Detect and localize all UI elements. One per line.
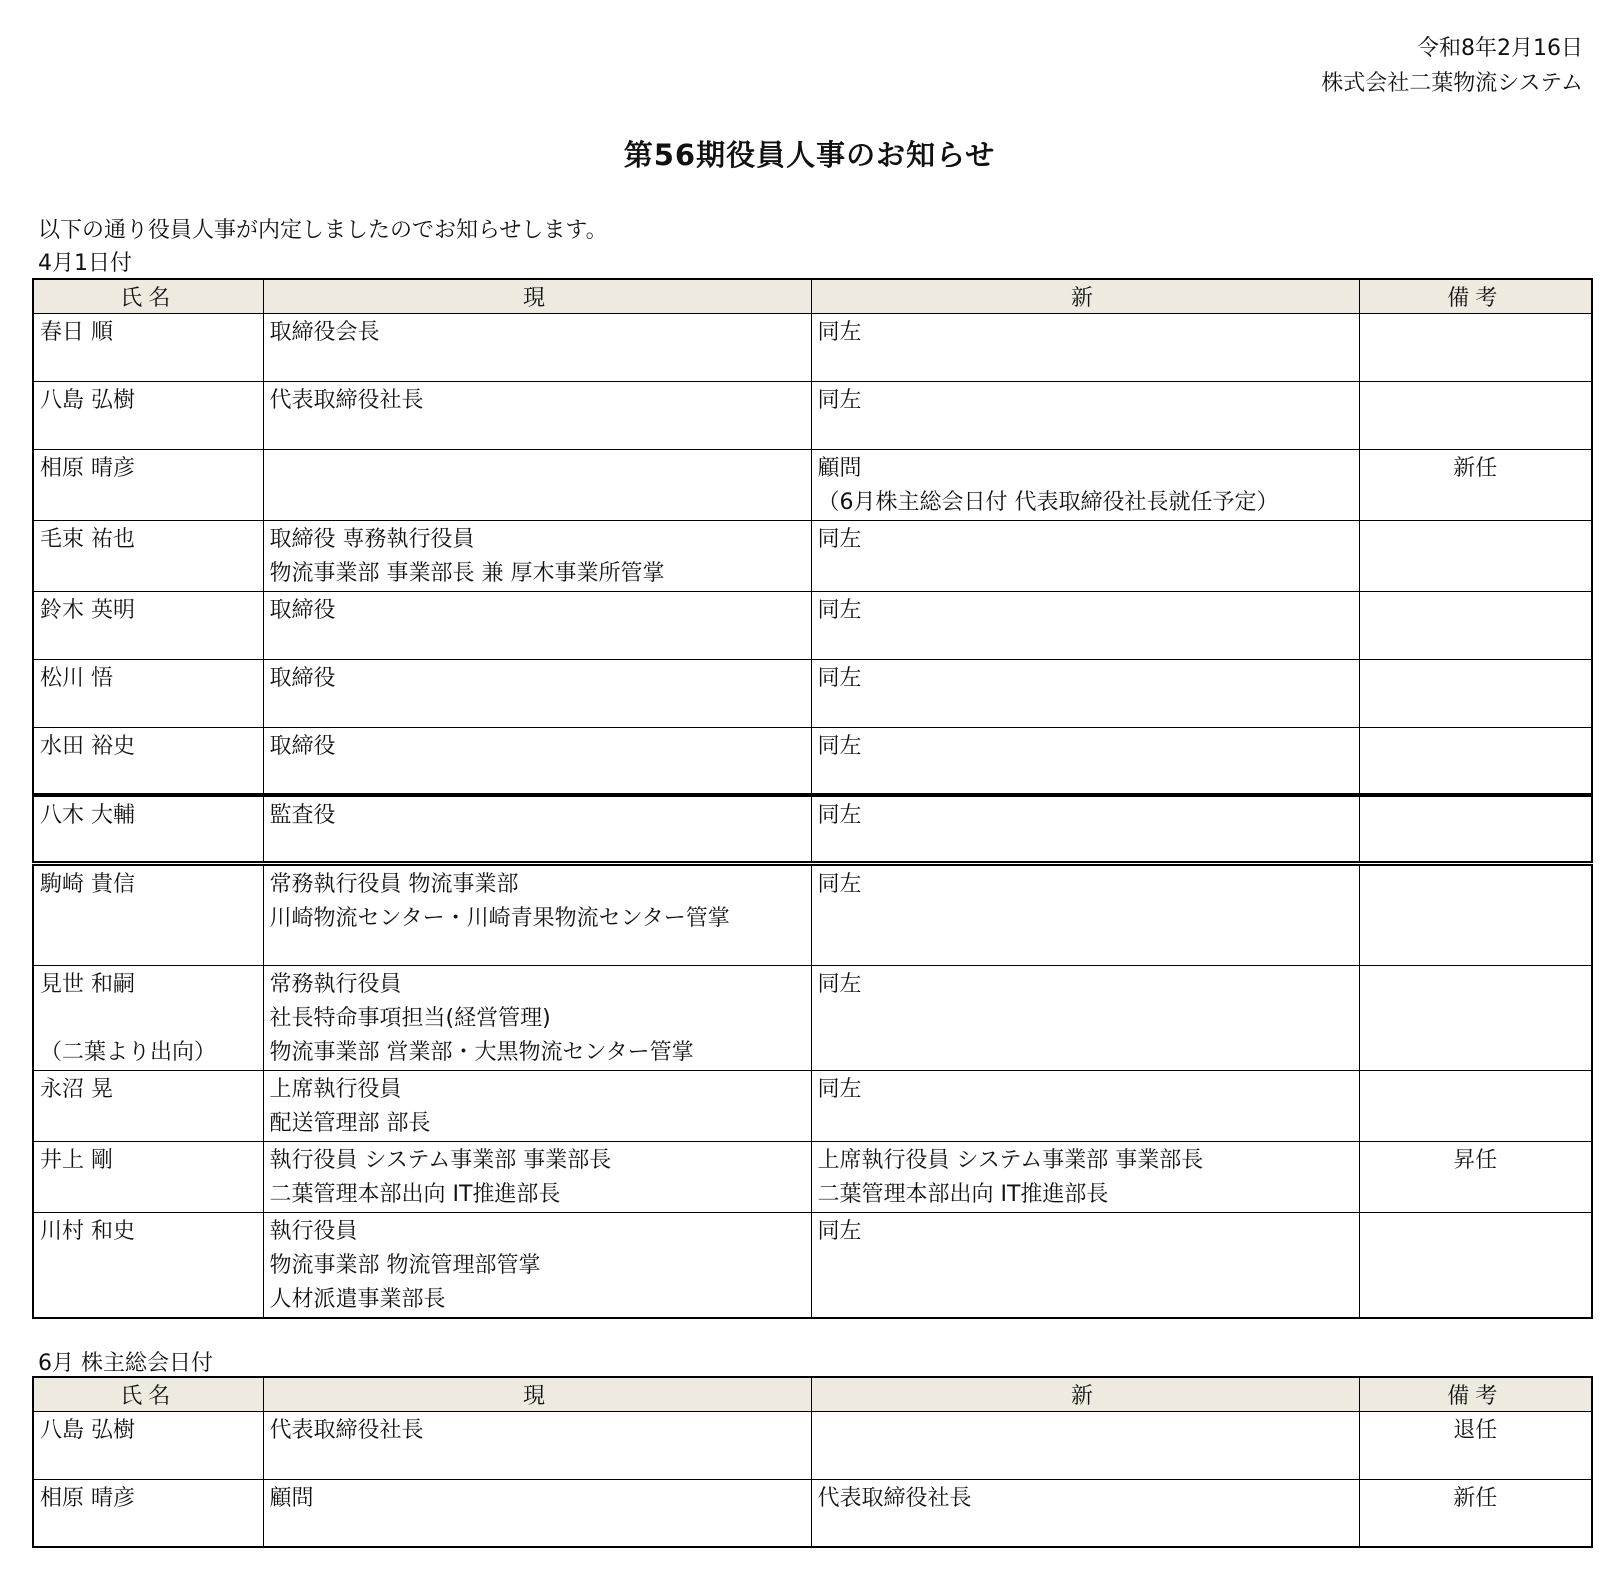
company-name: 株式会社二葉物流システム	[1321, 71, 1583, 96]
table-row	[33, 591, 1592, 659]
new-cell: 同左	[811, 381, 1359, 449]
notes-cell	[1359, 863, 1592, 965]
new-cell: 同左	[811, 1212, 1359, 1318]
table-row	[33, 313, 1592, 381]
table-row	[33, 1411, 1592, 1479]
table-header-row	[33, 279, 1592, 313]
name-cell: 春日 順	[33, 313, 263, 381]
new-cell: 上席執行役員 システム事業部 事業部長 二葉管理本部出向 IT推進部長	[811, 1141, 1359, 1212]
current-cell: 監査役	[263, 795, 811, 863]
current-cell: 代表取締役社長	[263, 1411, 811, 1479]
header-current: 現	[263, 279, 811, 313]
current-cell: 取締役会長	[263, 313, 811, 381]
name-cell: 水田 裕史	[33, 727, 263, 795]
table-row	[33, 965, 1592, 1070]
notes-cell	[1359, 727, 1592, 795]
current-cell	[263, 449, 811, 520]
table-row	[33, 1212, 1592, 1318]
notes-cell: 退任	[1359, 1411, 1592, 1479]
current-cell: 顧問	[263, 1479, 811, 1547]
new-cell: 同左	[811, 965, 1359, 1070]
notes-cell	[1359, 313, 1592, 381]
name-cell: 見世 和嗣 （二葉より出向）	[33, 965, 263, 1070]
notes-cell	[1359, 965, 1592, 1070]
name-cell: 松川 悟	[33, 659, 263, 727]
name-subnote: （二葉より出向）	[40, 1039, 217, 1065]
document-date: 令和8年2月16日	[1417, 36, 1583, 61]
name-cell: 相原 晴彦	[33, 449, 263, 520]
table-row	[33, 1070, 1592, 1141]
current-cell: 取締役	[263, 727, 811, 795]
name-cell: 八島 弘樹	[33, 1411, 263, 1479]
section-label-june: 6月 株主総会日付	[38, 1351, 213, 1376]
current-cell: 執行役員 物流事業部 物流管理部管掌 人材派遣事業部長	[263, 1212, 811, 1318]
current-cell: 代表取締役社長	[263, 381, 811, 449]
notes-cell: 新任	[1359, 1479, 1592, 1547]
current-cell: 常務執行役員 社長特命事項担当(経営管理) 物流事業部 営業部・大黒物流センター管掌	[263, 965, 811, 1070]
new-cell: 同左	[811, 795, 1359, 863]
notes-cell	[1359, 795, 1592, 863]
header-new: 新	[811, 279, 1359, 313]
current-cell: 上席執行役員 配送管理部 部長	[263, 1070, 811, 1141]
notes-cell	[1359, 1070, 1592, 1141]
header-notes: 備考	[1359, 1377, 1592, 1411]
header-new: 新	[811, 1377, 1359, 1411]
new-cell: 同左	[811, 659, 1359, 727]
table-row	[33, 449, 1592, 520]
name-cell: 毛束 祐也	[33, 520, 263, 591]
header-name: 氏名	[33, 279, 263, 313]
document-title: 第56期役員人事のお知らせ	[623, 138, 996, 172]
new-cell	[811, 1411, 1359, 1479]
name-cell: 永沼 晃	[33, 1070, 263, 1141]
name-cell: 鈴木 英明	[33, 591, 263, 659]
header-notes: 備考	[1359, 279, 1592, 313]
table-row	[33, 1141, 1592, 1212]
header-name: 氏名	[33, 1377, 263, 1411]
new-cell: 同左	[811, 863, 1359, 965]
new-cell: 同左	[811, 1070, 1359, 1141]
notes-cell	[1359, 1212, 1592, 1318]
new-cell: 同左	[811, 727, 1359, 795]
intro-text: 以下の通り役員人事が内定しましたのでお知らせします。	[38, 218, 608, 243]
table-row	[33, 520, 1592, 591]
table-row	[33, 1479, 1592, 1547]
name-cell: 駒崎 貴信	[33, 863, 263, 965]
name-cell: 川村 和史	[33, 1212, 263, 1318]
header-current: 現	[263, 1377, 811, 1411]
current-cell: 常務執行役員 物流事業部 川崎物流センター・川崎青果物流センター管掌	[263, 863, 811, 965]
name-cell: 八木 大輔	[33, 795, 263, 863]
notes-cell	[1359, 591, 1592, 659]
new-cell: 同左	[811, 520, 1359, 591]
notes-cell	[1359, 381, 1592, 449]
personnel-table-june	[32, 1376, 1593, 1548]
current-cell: 取締役	[263, 591, 811, 659]
new-cell: 同左	[811, 591, 1359, 659]
notes-cell: 新任	[1359, 449, 1592, 520]
current-cell: 執行役員 システム事業部 事業部長 二葉管理本部出向 IT推進部長	[263, 1141, 811, 1212]
notes-cell: 昇任	[1359, 1141, 1592, 1212]
table-row	[33, 381, 1592, 449]
table-header-row	[33, 1377, 1592, 1411]
table-row	[33, 659, 1592, 727]
name-cell: 井上 剛	[33, 1141, 263, 1212]
notes-cell	[1359, 520, 1592, 591]
name-cell: 相原 晴彦	[33, 1479, 263, 1547]
new-cell: 同左	[811, 313, 1359, 381]
table-row	[33, 727, 1592, 795]
new-cell: 顧問 （6月株主総会日付 代表取締役社長就任予定）	[811, 449, 1359, 520]
section-label-april: 4月1日付	[38, 251, 132, 276]
table-row	[33, 795, 1592, 863]
personnel-table-april	[32, 278, 1593, 1319]
new-cell: 代表取締役社長	[811, 1479, 1359, 1547]
table-row	[33, 863, 1592, 965]
current-cell: 取締役	[263, 659, 811, 727]
current-cell: 取締役 専務執行役員 物流事業部 事業部長 兼 厚木事業所管掌	[263, 520, 811, 591]
notes-cell	[1359, 659, 1592, 727]
name-cell: 八島 弘樹	[33, 381, 263, 449]
